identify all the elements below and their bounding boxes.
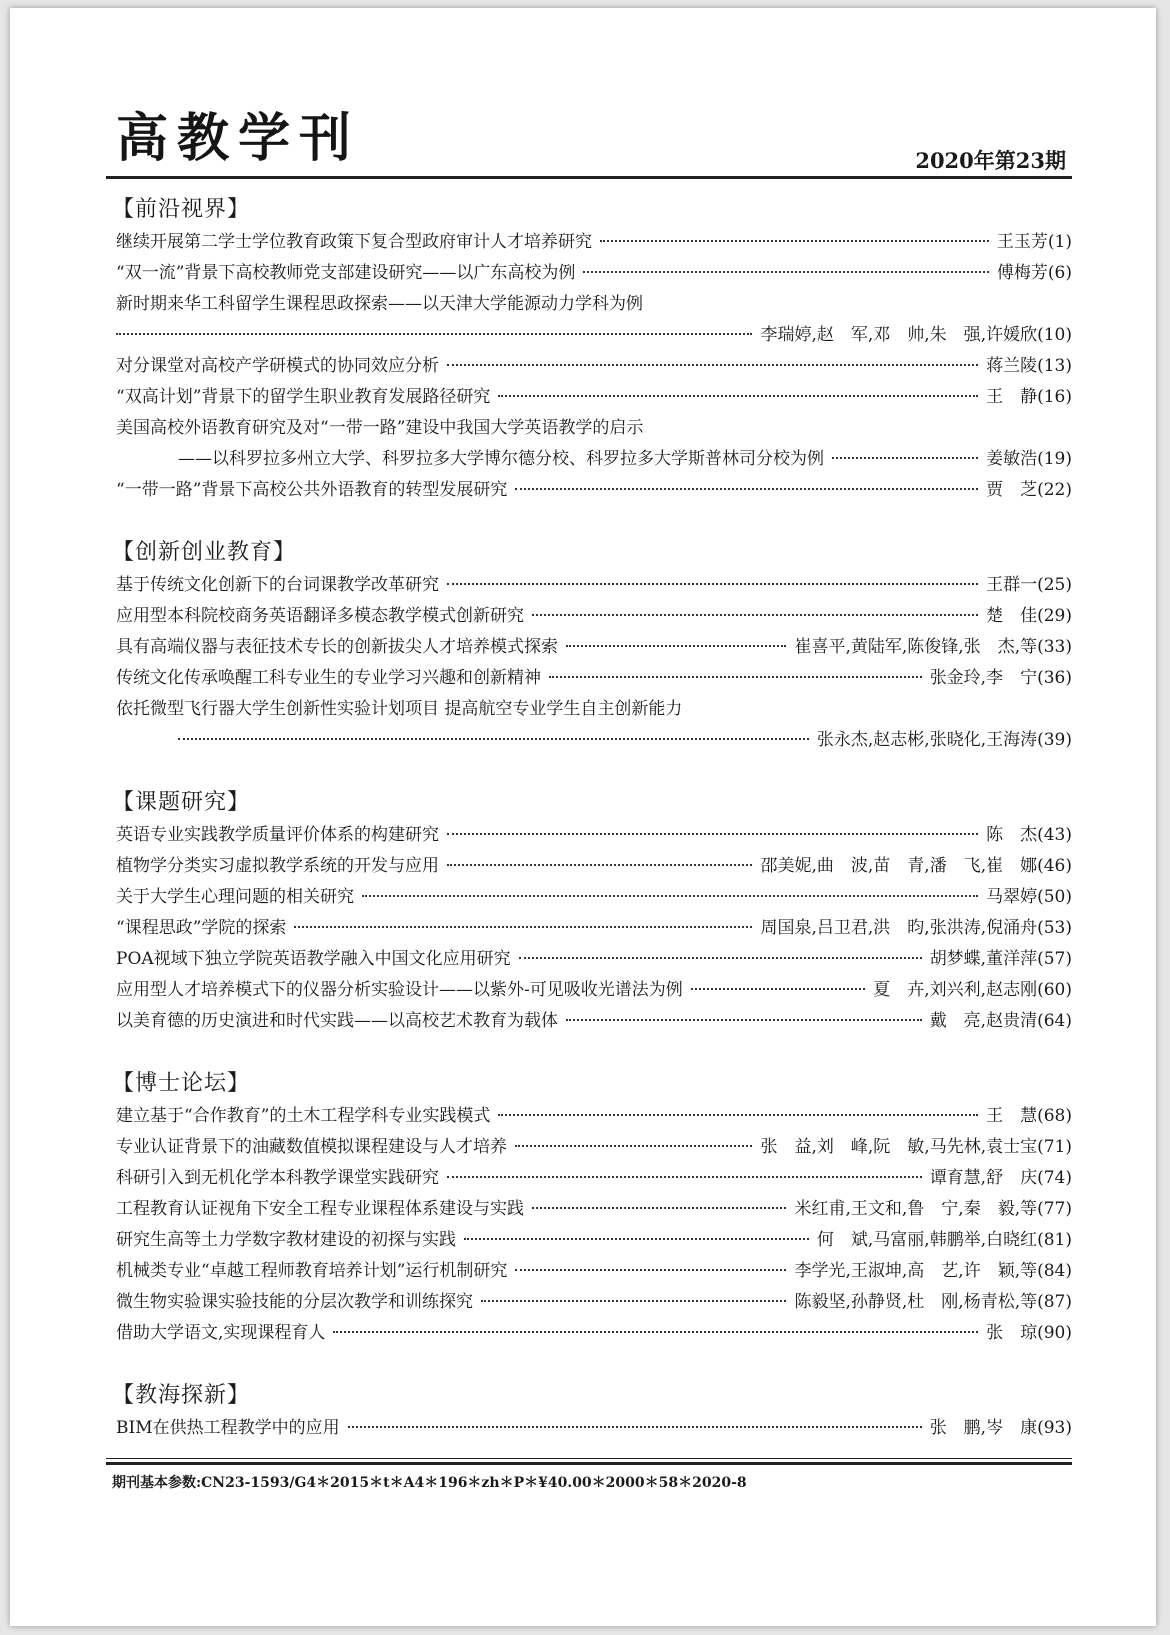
dot-leader — [498, 1114, 978, 1116]
toc-entry[interactable] — [116, 1006, 1072, 1037]
article-title: 基于传统文化创新下的台词课教学改革研究 — [116, 575, 439, 595]
article-title: “一带一路”背景下高校公共外语教育的转型发展研究 — [116, 480, 508, 500]
dot-leader — [481, 1300, 786, 1302]
dot-leader — [549, 676, 922, 678]
article-author: 张 鹏,岑 康(93) — [929, 1418, 1072, 1438]
section-teaching-exploration — [106, 1379, 1072, 1444]
toc-entry-continuation[interactable] — [116, 725, 1072, 756]
toc-entry-continuation[interactable] — [116, 320, 1072, 351]
article-author: 张永杰,赵志彬,张晓化,王海涛(39) — [816, 730, 1072, 750]
article-title: “双一流”背景下高校教师党支部建设研究——以广东高校为例 — [116, 263, 576, 283]
dot-leader — [447, 364, 978, 366]
section-title: 【教海探新】 — [112, 1383, 251, 1408]
issue-label: 2020年第23期 — [915, 148, 1066, 173]
section-frontier — [106, 193, 1072, 506]
dot-leader — [566, 1019, 922, 1021]
article-title: 具有高端仪器与表征技术专长的创新拔尖人才培养模式探索 — [116, 637, 558, 657]
toc-entry[interactable] — [116, 1163, 1072, 1194]
article-title: 关于大学生心理问题的相关研究 — [116, 887, 354, 907]
toc-entry[interactable] — [116, 1101, 1072, 1132]
article-title[interactable]: 依托微型飞行器大学生创新性实验计划项目 提高航空专业学生自主创新能力 — [116, 699, 683, 719]
dot-leader — [362, 895, 978, 897]
toc-entry[interactable] — [116, 975, 1072, 1006]
journal-title: 高教学刊 — [116, 108, 361, 169]
footer-rules — [106, 1458, 1072, 1465]
section-doctoral-forum — [106, 1067, 1072, 1349]
dot-leader — [447, 864, 752, 866]
header-rule — [106, 176, 1072, 179]
article-author: 李学光,王淑坤,高 艺,许 颖,等(84) — [794, 1261, 1072, 1281]
toc-entry[interactable] — [116, 820, 1072, 851]
dot-leader — [447, 1176, 922, 1178]
article-author: 谭育慧,舒 庆(74) — [929, 1168, 1072, 1188]
toc-content — [106, 8, 1072, 1493]
dot-leader — [498, 395, 978, 397]
article-author: 楚 佳(29) — [986, 606, 1072, 626]
toc-entry[interactable] — [116, 1194, 1072, 1225]
toc-entry[interactable] — [116, 1256, 1072, 1287]
toc-list — [116, 820, 1072, 1037]
toc-entry-continuation[interactable] — [116, 444, 1072, 475]
article-title: 对分课堂对高校产学研模式的协同效应分析 — [116, 356, 439, 376]
article-author: 邵美妮,曲 波,苗 青,潘 飞,崔 娜(46) — [760, 856, 1072, 876]
toc-entry[interactable] — [116, 851, 1072, 882]
article-author: 王玉芳(1) — [996, 232, 1072, 252]
toc-entry[interactable] — [116, 1225, 1072, 1256]
article-subtitle: ——以科罗拉多州立大学、科罗拉多大学博尔德分校、科罗拉多大学斯普林司分校为例 — [178, 449, 824, 469]
article-author: 王 慧(68) — [986, 1106, 1072, 1126]
article-title: 专业认证背景下的油藏数值模拟课程建设与人才培养 — [116, 1137, 507, 1157]
article-author: 张 益,刘 峰,阮 敏,马先林,袁士宝(71) — [760, 1137, 1072, 1157]
dot-leader — [464, 1238, 809, 1240]
article-author: 李瑞婷,赵 军,邓 帅,朱 强,许媛欣(10) — [760, 325, 1072, 345]
article-title: 微生物实验课实验技能的分层次教学和训练探究 — [116, 1292, 473, 1312]
article-title: POA视域下独立学院英语教学融入中国文化应用研究 — [116, 949, 511, 969]
article-title: 研究生高等土力学数字教材建设的初探与实践 — [116, 1230, 456, 1250]
dot-leader — [447, 833, 978, 835]
article-title: 借助大学语文,实现课程育人 — [116, 1323, 326, 1343]
article-author: 王 静(16) — [986, 387, 1072, 407]
dot-leader — [447, 583, 978, 585]
article-title: 建立基于“合作教育”的土木工程学科专业实践模式 — [116, 1106, 491, 1126]
footer-rule-bottom — [106, 1462, 1072, 1465]
footer-rule-top — [106, 1458, 1072, 1459]
section-title: 【创新创业教育】 — [112, 540, 297, 565]
masthead — [106, 8, 1072, 176]
toc-entry[interactable] — [116, 351, 1072, 382]
dot-leader — [515, 488, 978, 490]
toc-list — [116, 227, 1072, 506]
dot-leader — [832, 457, 978, 459]
article-author: 陈 杰(43) — [986, 825, 1072, 845]
section-title: 【博士论坛】 — [112, 1071, 251, 1096]
toc-entry[interactable] — [116, 944, 1072, 975]
section-research — [106, 786, 1072, 1037]
toc-entry[interactable] — [116, 1413, 1072, 1444]
article-author: 何 斌,马富丽,韩鹏举,白晓红(81) — [816, 1230, 1072, 1250]
dot-leader — [583, 271, 989, 273]
section-innovation — [106, 536, 1072, 756]
toc-entry[interactable] — [116, 601, 1072, 632]
toc-entry[interactable] — [116, 1318, 1072, 1349]
journal-parameters: 期刊基本参数:CN23-1593/G4＊2015＊t＊A4＊196＊zh＊P＊¥40.00＊2000＊58＊2020-8 — [112, 1475, 747, 1491]
dot-leader — [515, 1269, 786, 1271]
article-author: 戴 亮,赵贵清(64) — [929, 1011, 1072, 1031]
article-title: BIM在供热工程教学中的应用 — [116, 1418, 340, 1438]
article-author: 夏 卉,刘兴利,赵志刚(60) — [873, 980, 1072, 1000]
article-author: 马翠婷(50) — [986, 887, 1072, 907]
dot-leader — [532, 614, 978, 616]
article-title: 科研引入到无机化学本科教学课堂实践研究 — [116, 1168, 439, 1188]
dot-leader — [178, 738, 809, 740]
dot-leader — [519, 957, 922, 959]
dot-leader — [333, 1331, 978, 1333]
section-title: 【前沿视界】 — [112, 197, 251, 222]
toc-entry[interactable] — [116, 1287, 1072, 1318]
toc-entry[interactable] — [116, 632, 1072, 663]
toc-entry[interactable] — [116, 475, 1072, 506]
dot-leader — [348, 1426, 922, 1428]
article-author: 陈毅坚,孙静贤,杜 刚,杨青松,等(87) — [794, 1292, 1072, 1312]
toc-entry[interactable] — [116, 570, 1072, 601]
toc-list — [116, 1413, 1072, 1444]
article-title: 以美育德的历史演进和时代实践——以高校艺术教育为载体 — [116, 1011, 558, 1031]
toc-entry[interactable] — [116, 1132, 1072, 1163]
article-title: 机械类专业“卓越工程师教育培养计划”运行机制研究 — [116, 1261, 508, 1281]
article-author: 张金玲,李 宁(36) — [929, 668, 1072, 688]
article-author: 姜敏浩(19) — [986, 449, 1072, 469]
section-title: 【课题研究】 — [112, 790, 251, 815]
article-title[interactable]: 新时期来华工科留学生课程思政探索——以天津大学能源动力学科为例 — [116, 294, 643, 314]
toc-entry[interactable] — [116, 882, 1072, 913]
journal-page — [10, 8, 1156, 1626]
toc-entry[interactable] — [116, 663, 1072, 694]
article-author: 贾 芝(22) — [986, 480, 1072, 500]
article-title: “课程思政”学院的探索 — [116, 918, 287, 938]
article-title: 工程教育认证视角下安全工程专业课程体系建设与实践 — [116, 1199, 524, 1219]
dot-leader — [600, 240, 989, 242]
article-title: 应用型本科院校商务英语翻译多模态教学模式创新研究 — [116, 606, 524, 626]
article-author: 胡梦蝶,董洋萍(57) — [929, 949, 1072, 969]
article-author: 崔喜平,黄陆军,陈俊锋,张 杰,等(33) — [794, 637, 1072, 657]
article-author: 米红甫,王文和,鲁 宁,秦 毅,等(77) — [794, 1199, 1072, 1219]
article-title: 应用型人才培养模式下的仪器分析实验设计——以紫外-可见吸收光谱法为例 — [116, 980, 683, 1000]
article-author: 周国泉,吕卫君,洪 昀,张洪涛,倪涌舟(53) — [760, 918, 1072, 938]
toc-list — [116, 1101, 1072, 1349]
dot-leader — [691, 988, 866, 990]
article-title: 继续开展第二学士学位教育政策下复合型政府审计人才培养研究 — [116, 232, 592, 252]
article-title: 英语专业实践教学质量评价体系的构建研究 — [116, 825, 439, 845]
dot-leader — [566, 645, 786, 647]
toc-list — [116, 570, 1072, 756]
dot-leader — [116, 333, 752, 335]
article-author: 蒋兰陵(13) — [986, 356, 1072, 376]
toc-entry[interactable] — [116, 913, 1072, 944]
article-title: “双高计划”背景下的留学生职业教育发展路径研究 — [116, 387, 491, 407]
toc-entry[interactable] — [116, 227, 1072, 258]
dot-leader — [515, 1145, 752, 1147]
dot-leader — [532, 1207, 786, 1209]
toc-entry[interactable] — [116, 258, 1072, 289]
dot-leader — [294, 926, 752, 928]
article-author: 张 琼(90) — [986, 1323, 1072, 1343]
article-author: 王群一(25) — [986, 575, 1072, 595]
article-author: 傅梅芳(6) — [996, 263, 1072, 283]
article-title: 传统文化传承唤醒工科专业生的专业学习兴趣和创新精神 — [116, 668, 541, 688]
article-title: 植物学分类实习虚拟教学系统的开发与应用 — [116, 856, 439, 876]
article-title[interactable]: 美国高校外语教育研究及对“一带一路”建设中我国大学英语教学的启示 — [116, 418, 644, 438]
toc-entry[interactable] — [116, 382, 1072, 413]
